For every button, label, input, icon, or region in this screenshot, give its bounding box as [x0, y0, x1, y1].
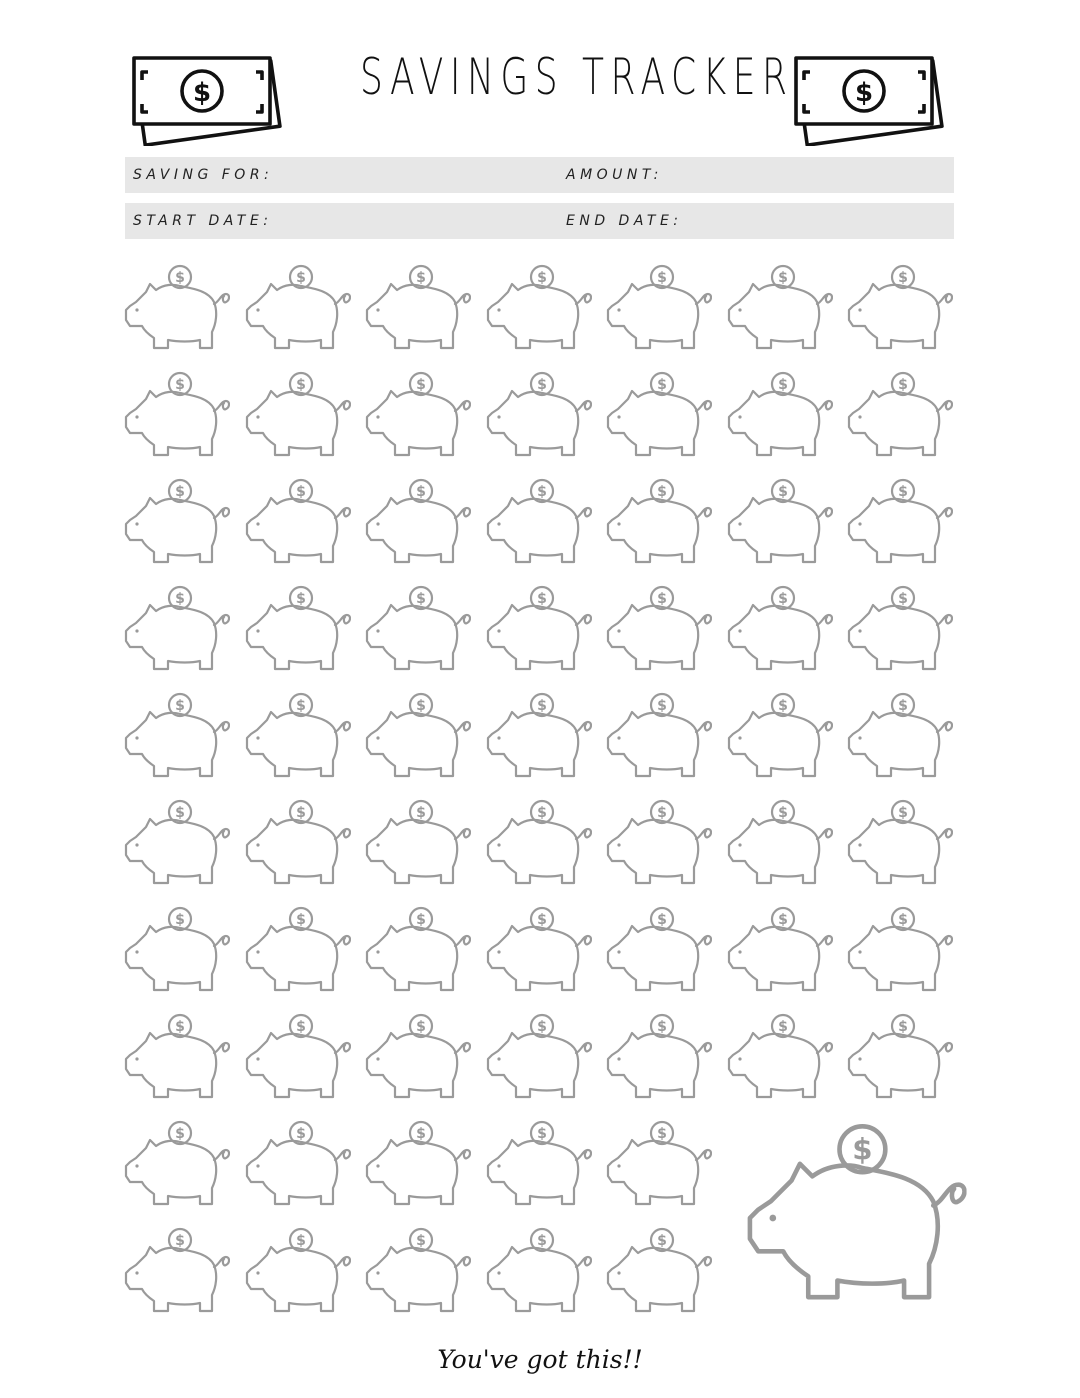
- piggy-bank-checkbox[interactable]: [602, 583, 712, 679]
- piggy-bank-checkbox[interactable]: [602, 262, 712, 358]
- piggy-bank-checkbox[interactable]: [241, 904, 351, 1000]
- header: [0, 30, 1080, 150]
- piggy-bank-checkbox[interactable]: [843, 369, 953, 465]
- piggy-bank-checkbox[interactable]: [361, 583, 471, 679]
- piggy-bank-checkbox[interactable]: [361, 1225, 471, 1321]
- piggy-bank-checkbox[interactable]: [482, 262, 592, 358]
- piggy-bank-checkbox[interactable]: [723, 904, 833, 1000]
- money-bill-dollar-icon: [790, 36, 950, 146]
- piggy-bank-checkbox[interactable]: [482, 476, 592, 572]
- piggy-bank-checkbox[interactable]: [241, 369, 351, 465]
- piggy-bank-checkbox[interactable]: [241, 690, 351, 786]
- piggy-bank-checkbox[interactable]: [241, 583, 351, 679]
- piggy-bank-checkbox[interactable]: [120, 904, 230, 1000]
- page-title: SAVINGS TRACKER: [360, 48, 794, 106]
- piggy-bank-checkbox[interactable]: [120, 476, 230, 572]
- piggy-bank-checkbox[interactable]: [602, 1118, 712, 1214]
- piggy-bank-checkbox[interactable]: [361, 262, 471, 358]
- piggy-bank-checkbox[interactable]: [602, 476, 712, 572]
- piggy-bank-checkbox[interactable]: [361, 476, 471, 572]
- piggy-bank-checkbox[interactable]: [723, 369, 833, 465]
- piggy-bank-checkbox[interactable]: [120, 583, 230, 679]
- piggy-bank-checkbox[interactable]: [602, 797, 712, 893]
- piggy-bank-checkbox[interactable]: [723, 797, 833, 893]
- piggy-bank-checkbox[interactable]: [723, 1011, 833, 1107]
- start-date-label: START DATE:: [133, 213, 273, 229]
- piggy-bank-checkbox[interactable]: [241, 1011, 351, 1107]
- piggy-bank-checkbox[interactable]: [361, 797, 471, 893]
- end-date-label: END DATE:: [566, 213, 683, 229]
- piggy-bank-checkbox[interactable]: [241, 797, 351, 893]
- piggy-bank-checkbox[interactable]: [723, 583, 833, 679]
- piggy-bank-checkbox[interactable]: [482, 690, 592, 786]
- piggy-bank-checkbox[interactable]: [120, 1118, 230, 1214]
- piggy-bank-checkbox[interactable]: [241, 1118, 351, 1214]
- saving-for-label: SAVING FOR:: [133, 167, 274, 183]
- piggy-bank-checkbox[interactable]: [361, 904, 471, 1000]
- money-bill-dollar-icon: [128, 36, 288, 146]
- piggy-bank-checkbox[interactable]: [241, 476, 351, 572]
- piggy-bank-checkbox[interactable]: [361, 1118, 471, 1214]
- piggy-bank-checkbox[interactable]: [843, 797, 953, 893]
- piggy-bank-checkbox[interactable]: [482, 904, 592, 1000]
- piggy-bank-checkbox[interactable]: [843, 1011, 953, 1107]
- piggy-bank-checkbox[interactable]: [602, 1011, 712, 1107]
- piggy-bank-checkbox[interactable]: [482, 797, 592, 893]
- piggy-bank-checkbox[interactable]: [120, 1011, 230, 1107]
- motto-text: You've got this!!: [437, 1345, 643, 1374]
- dates-row[interactable]: [125, 203, 954, 239]
- amount-label: AMOUNT:: [566, 167, 663, 183]
- piggy-bank-checkbox[interactable]: [602, 369, 712, 465]
- piggy-bank-checkbox[interactable]: [482, 583, 592, 679]
- piggy-bank-checkbox[interactable]: [843, 262, 953, 358]
- piggy-bank-checkbox[interactable]: [120, 690, 230, 786]
- piggy-bank-checkbox[interactable]: [482, 1225, 592, 1321]
- piggy-bank-checkbox[interactable]: [361, 690, 471, 786]
- piggy-bank-coin-icon: [722, 1118, 982, 1318]
- piggy-bank-checkbox[interactable]: [120, 1225, 230, 1321]
- piggy-bank-checkbox[interactable]: [120, 369, 230, 465]
- saving-for-row[interactable]: [125, 157, 954, 193]
- piggy-bank-checkbox[interactable]: [723, 262, 833, 358]
- piggy-bank-checkbox[interactable]: [602, 690, 712, 786]
- piggy-bank-checkbox[interactable]: [602, 904, 712, 1000]
- piggy-bank-checkbox[interactable]: [482, 1118, 592, 1214]
- piggy-bank-checkbox[interactable]: [361, 369, 471, 465]
- piggy-bank-checkbox[interactable]: [241, 1225, 351, 1321]
- piggy-bank-checkbox[interactable]: [723, 476, 833, 572]
- piggy-bank-checkbox[interactable]: [843, 583, 953, 679]
- piggy-bank-checkbox[interactable]: [843, 690, 953, 786]
- piggy-bank-checkbox[interactable]: [723, 690, 833, 786]
- piggy-bank-checkbox[interactable]: [241, 262, 351, 358]
- piggy-bank-checkbox[interactable]: [120, 262, 230, 358]
- piggy-bank-checkbox[interactable]: [120, 797, 230, 893]
- piggy-bank-checkbox[interactable]: [361, 1011, 471, 1107]
- piggy-bank-checkbox[interactable]: [602, 1225, 712, 1321]
- piggy-bank-checkbox[interactable]: [843, 904, 953, 1000]
- piggy-bank-checkbox[interactable]: [482, 1011, 592, 1107]
- piggy-bank-checkbox[interactable]: [843, 476, 953, 572]
- piggy-bank-checkbox[interactable]: [482, 369, 592, 465]
